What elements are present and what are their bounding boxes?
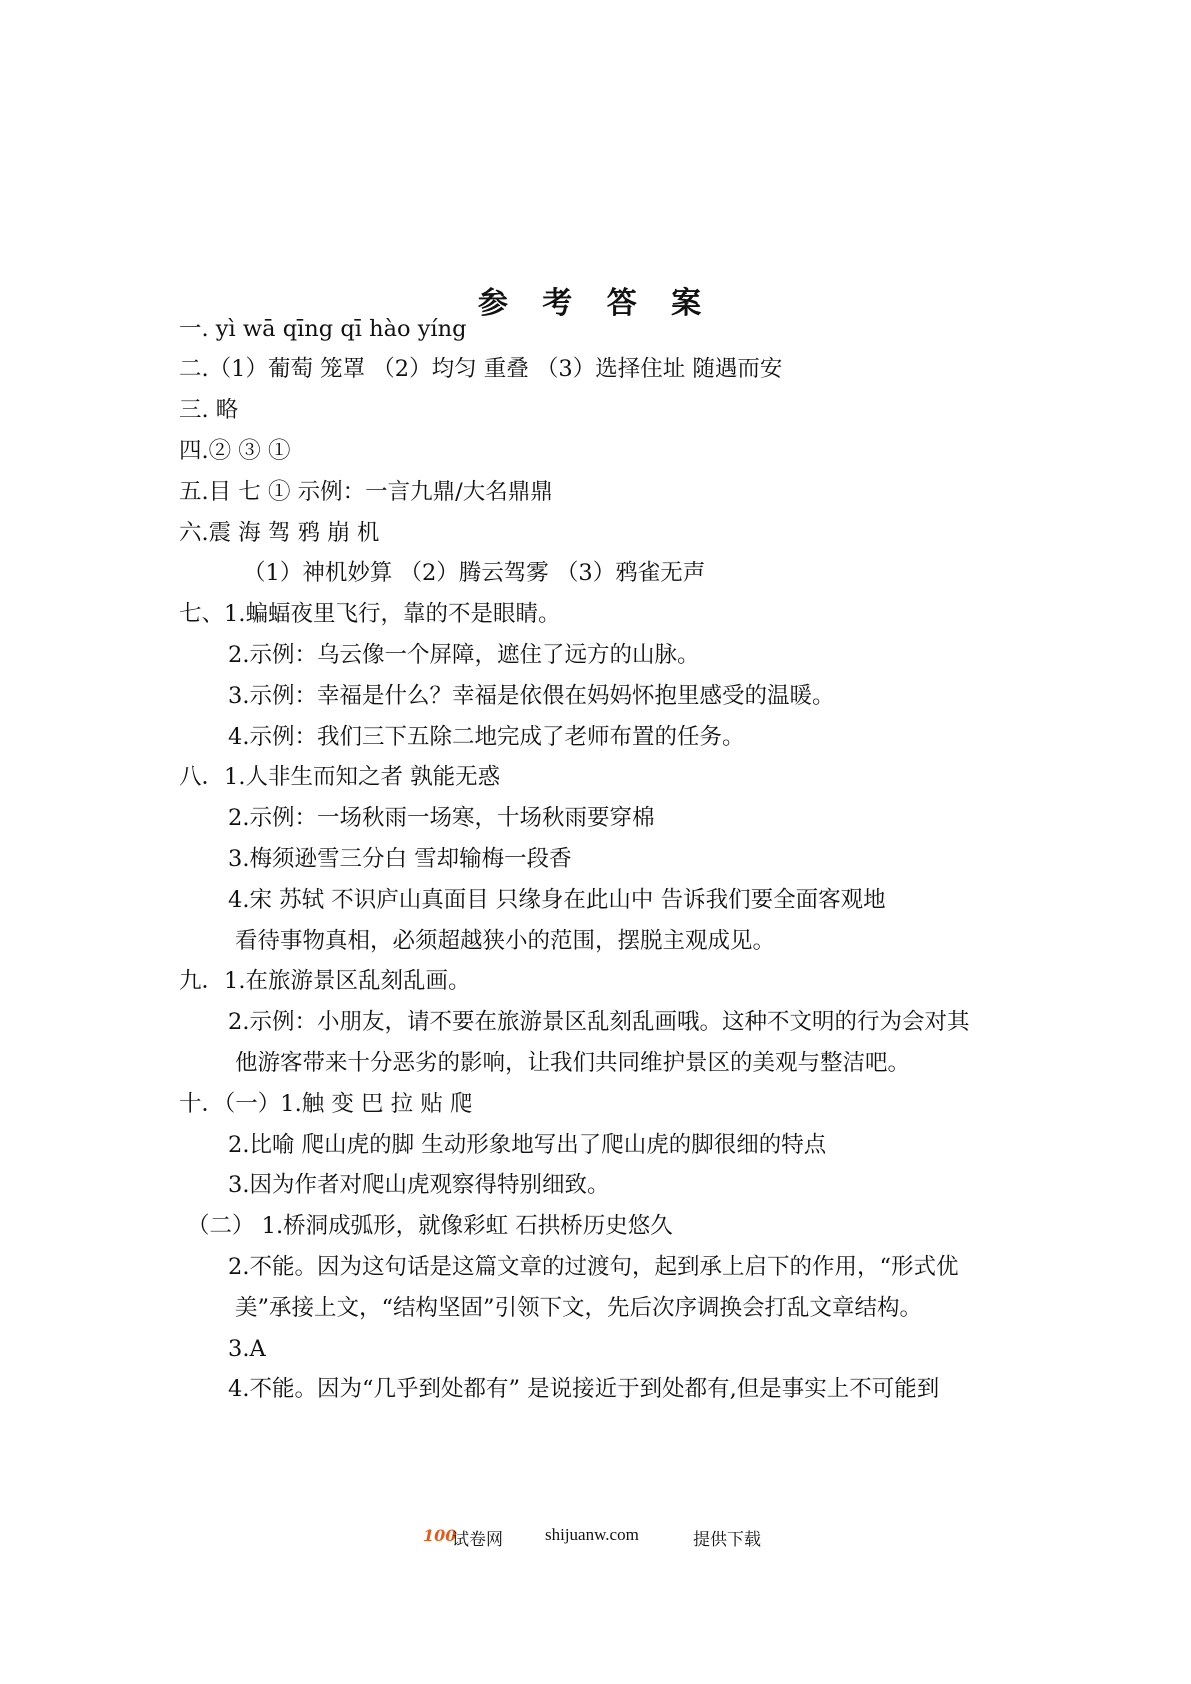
site-url[interactable]: shijuanw.com <box>545 1525 639 1544</box>
answer-line: 三. 略 <box>179 397 239 423</box>
answer-line: 2.不能。因为这句话是这篇文章的过渡句，起到承上启下的作用，“形式优 <box>228 1254 959 1280</box>
answer-line: 2.示例：乌云像一个屏障，遮住了远方的山脉。 <box>228 642 700 668</box>
answer-line: （1）神机妙算 （2）腾云驾雾 （3）鸦雀无声 <box>243 560 706 586</box>
answer-line: 2.示例：一场秋雨一场寒，十场秋雨要穿棉 <box>228 805 655 831</box>
answer-line: 他游客带来十分恶劣的影响，让我们共同维护景区的美观与整洁吧。 <box>235 1050 911 1076</box>
answer-line: 五.目 七 ① 示例：一言九鼎/大名鼎鼎 <box>179 479 553 505</box>
answer-line: 八．1.人非生而知之者 孰能无惑 <box>179 764 501 790</box>
answer-line: 3.梅须逊雪三分白 雪却输梅一段香 <box>228 846 572 872</box>
answer-line: 六.震 海 驾 鸦 崩 机 <box>179 520 380 546</box>
answer-line: 二.（1）葡萄 笼罩 （2）均匀 重叠 （3）选择住址 随遇而安 <box>179 356 783 382</box>
answer-line: 4.不能。因为“几乎到处都有” 是说接近于到处都有,但是事实上不可能到 <box>228 1376 940 1402</box>
answer-line: （二） 1.桥洞成弧形，就像彩虹 石拱桥历史悠久 <box>187 1213 673 1239</box>
answer-line: 3.A <box>228 1336 266 1362</box>
answer-line: 4.宋 苏轼 不识庐山真面目 只缘身在此山中 告诉我们要全面客观地 <box>228 887 886 913</box>
download-note: 提供下载 <box>693 1530 761 1550</box>
answer-line: 四.② ③ ① <box>179 438 291 464</box>
answer-line: 4.示例：我们三下五除二地完成了老师布置的任务。 <box>228 724 745 750</box>
answer-line: 3.因为作者对爬山虎观察得特别细致。 <box>228 1172 610 1198</box>
answer-line: 十．（一）1.触 变 巴 拉 贴 爬 <box>179 1091 473 1117</box>
page-title: 参 考 答 案 <box>477 286 714 321</box>
answer-line: 2.示例：小朋友，请不要在旅游景区乱刻乱画哦。这种不文明的行为会对其 <box>228 1009 970 1035</box>
site-name: 试卷网 <box>452 1530 503 1550</box>
site-logo: 100 <box>423 1526 457 1545</box>
answer-line: 七、1.蝙蝠夜里飞行，靠的不是眼睛。 <box>179 601 561 627</box>
answer-line: 3.示例：幸福是什么？幸福是依偎在妈妈怀抱里感受的温暖。 <box>228 683 835 709</box>
answer-line: 看待事物真相，必须超越狭小的范围，摆脱主观成见。 <box>235 928 776 954</box>
answer-line: 2.比喻 爬山虎的脚 生动形象地写出了爬山虎的脚很细的特点 <box>228 1132 827 1158</box>
answer-line: 九．1.在旅游景区乱刻乱画。 <box>179 968 471 994</box>
answer-line: 一. yì wā qīng qī hào yíng <box>179 316 467 342</box>
answer-line: 美”承接上文，“结构坚固”引领下文，先后次序调换会打乱文章结构。 <box>235 1295 923 1321</box>
